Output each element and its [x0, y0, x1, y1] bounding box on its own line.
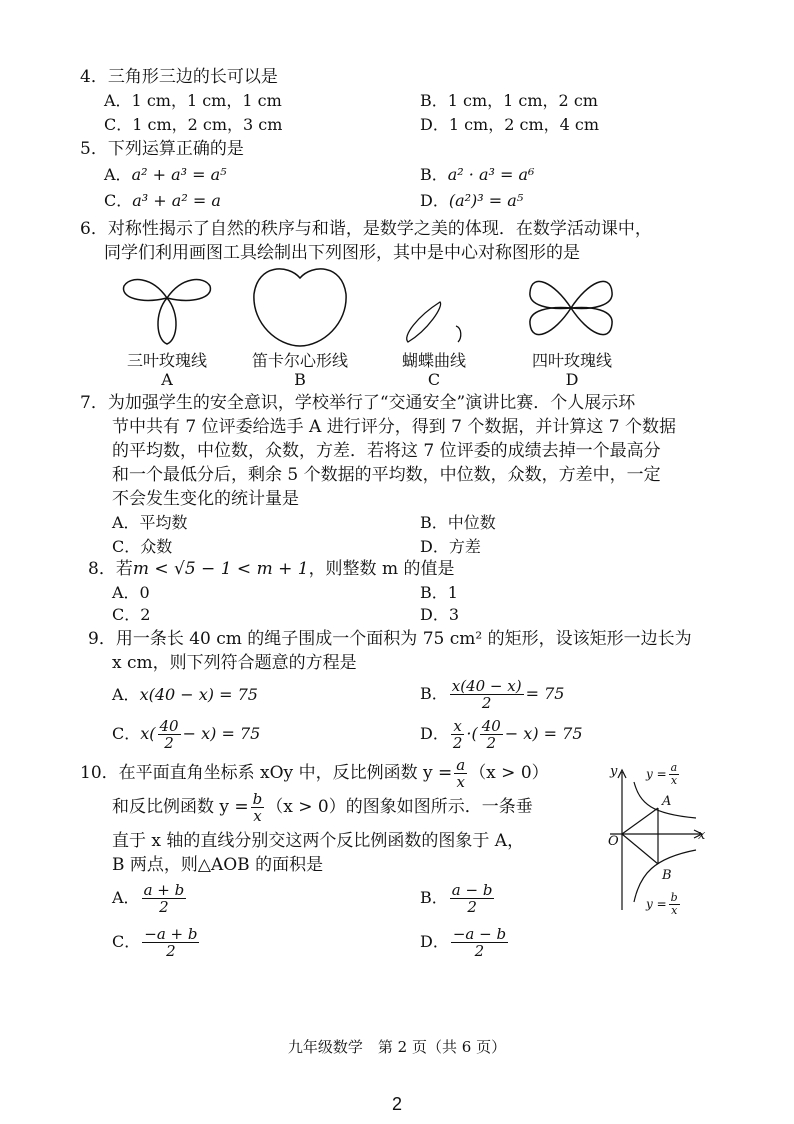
q9-option-d: D． $\frac{x}{2}$ ·( $\frac{40}{2}$ − x) = 75 [420, 717, 583, 752]
q10-graph [600, 760, 710, 930]
q8-option-b: B．1 [420, 583, 458, 602]
q7-option-c: C．众数 [112, 537, 173, 556]
q4-stem: 4．三角形三边的长可以是 [80, 67, 278, 87]
q9-option-a: A．x(40 − x) = 75 [112, 685, 258, 704]
q10-graph-y-axis-label: y [610, 764, 618, 779]
q5-option-c: C．a³ + a² = a [104, 191, 221, 210]
figure-butterfly-curve [398, 296, 472, 348]
q8-option-d: D．3 [420, 605, 460, 624]
q9-line-2: x cm，则下列符合题意的方程是 [112, 653, 357, 673]
figure-c-caption: 蝴蝶曲线 [401, 351, 466, 370]
figure-three-leaf-rose [112, 268, 222, 348]
figure-b-letter: B [294, 370, 306, 389]
figure-a-caption: 三叶玫瑰线 [126, 351, 207, 370]
q8-option-c: C．2 [112, 605, 151, 624]
q7-line-1: 7．为加强学生的安全意识，学校举行了“交通安全”演讲比赛．个人展示环 [80, 393, 636, 413]
q5-option-b: B．a² · a³ = a⁶ [420, 165, 535, 184]
figure-b-caption: 笛卡尔心形线 [251, 351, 348, 370]
q10-graph-x-axis-label: x [698, 828, 706, 843]
q10-option-c: C． $\frac{-a + b}{2}$ [112, 925, 198, 960]
q10-option-a: A． $\frac{a + b}{2}$ [112, 881, 185, 916]
q7-line-5: 不会发生变化的统计量是 [112, 489, 299, 509]
q10-line-4: B 两点，则△AOB 的面积是 [112, 855, 324, 875]
q8-option-a: A．0 [112, 583, 150, 602]
q10-graph-point-b: B [662, 868, 672, 883]
q10-line-3: 直于 x 轴的直线分别交这两个反比例函数的图象于 A， [112, 831, 525, 851]
q9-option-c: C．x( $\frac{40}{2}$ − x) = 75 [112, 717, 261, 752]
q9-option-b: B． $\frac{x(40 - x)}{2}$ = 75 [420, 677, 565, 712]
q4-option-d: D．1 cm，2 cm，4 cm [420, 115, 600, 134]
page-footer: 九年级数学 第 2 页（共 6 页） [287, 1038, 507, 1056]
q7-option-b: B．中位数 [420, 513, 496, 532]
figure-c-letter: C [427, 370, 441, 389]
q7-option-d: D．方差 [420, 537, 481, 556]
page-number: 2 [391, 1094, 402, 1114]
q4-option-a: A．1 cm，1 cm，1 cm [104, 91, 282, 110]
q10-graph-point-a: A [662, 794, 672, 809]
figure-a-letter: A [161, 370, 173, 389]
q10-option-b: B． $\frac{a - b}{2}$ [420, 881, 493, 916]
q10-graph-curve-a-label: y = $\frac{a}{x}$ [646, 761, 678, 787]
q10-line-1: 10．在平面直角坐标系 xOy 中，反比例函数 y = $\frac{a}{x}$ （x > 0） [80, 756, 549, 791]
q8-stem: 8．若m < √5 − 1 < m + 1，则整数 m 的值是 [88, 559, 455, 579]
figure-four-leaf-rose [524, 264, 618, 352]
q10-line-2: 和反比例函数 y = $\frac{b}{x}$ （x > 0）的图象如图所示．一条垂 [112, 790, 533, 825]
figure-d-caption: 四叶玫瑰线 [531, 351, 612, 370]
q10-option-d: D． $\frac{-a - b}{2}$ [420, 925, 507, 960]
q6-line-1: 6．对称性揭示了自然的秩序与和谐，是数学之美的体现．在数学活动课中， [80, 219, 652, 239]
q4-option-c: C．1 cm，2 cm，3 cm [104, 115, 283, 134]
q5-stem: 5．下列运算正确的是 [80, 139, 244, 159]
q5-option-d: D．(a²)³ = a⁵ [420, 191, 524, 210]
figure-cardioid [248, 262, 352, 350]
figure-d-letter: D [565, 370, 579, 389]
q10-graph-curve-b-label: y = $\frac{b}{x}$ [646, 891, 678, 917]
q7-line-2: 节中共有 7 位评委给选手 A 进行评分，得到 7 个数据，并计算这 7 个数据 [112, 417, 676, 437]
q10-graph-origin-label: O [608, 834, 619, 849]
q7-option-a: A．平均数 [112, 513, 188, 532]
q7-line-3: 的平均数，中位数，众数，方差．若将这 7 位评委的成绩去掉一个最高分 [112, 441, 661, 461]
q5-option-a: A．a² + a³ = a⁵ [104, 165, 227, 184]
q4-option-b: B．1 cm，1 cm，2 cm [420, 91, 598, 110]
q9-line-1: 9．用一条长 40 cm 的绳子围成一个面积为 75 cm² 的矩形，设该矩形一边长为 [88, 629, 692, 649]
q7-line-4: 和一个最低分后，剩余 5 个数据的平均数，中位数，众数，方差中，一定 [112, 465, 661, 485]
q6-line-2: 同学们利用画图工具绘制出下列图形，其中是中心对称图形的是 [104, 243, 580, 263]
